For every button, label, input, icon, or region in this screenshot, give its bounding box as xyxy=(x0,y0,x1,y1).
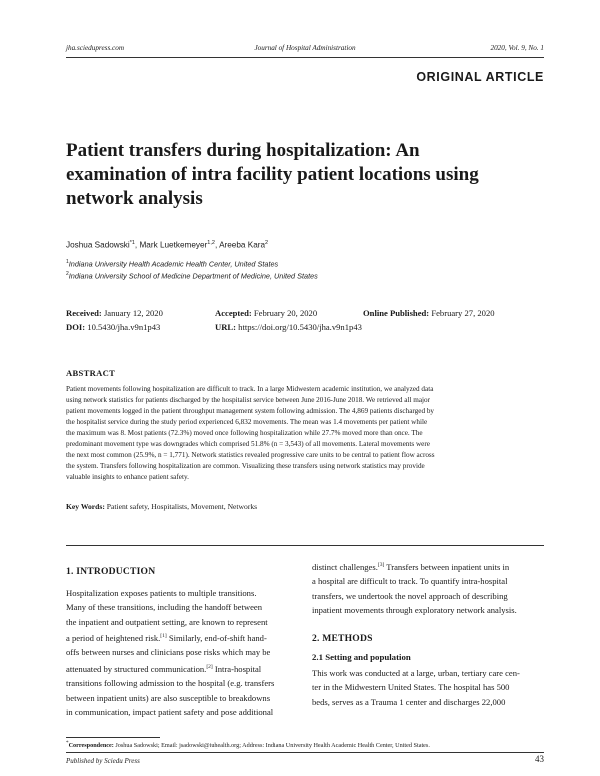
author-name: Joshua Sadowski xyxy=(66,240,130,250)
author-name: Mark Luetkemeyer xyxy=(139,240,208,250)
intro-heading: 1. INTRODUCTION xyxy=(66,566,156,577)
author-list: Joshua Sadowski$^{*1}$, Mark Luetkemeyer$^{1,2}$, Areeba Kara$^2$ xyxy=(66,240,269,250)
received-date: Received: January 12, 2020 xyxy=(66,308,163,318)
abstract-heading: ABSTRACT xyxy=(66,368,116,378)
correspondence-footnote: *Correspondence: Joshua Sadowski; Email: jsadowski@iuhealth.org; Address: Indiana University Health Academic Health Center, United States. xyxy=(66,740,430,750)
affiliation-2: $^2$Indiana University School of Medicine Department of Medicine, United States xyxy=(66,271,318,281)
accepted-date: Accepted: February 20, 2020 xyxy=(215,308,318,318)
footer-rule xyxy=(66,752,544,753)
abstract-line: the system. Transfers following hospitalization are common. Visualizing these transfers using network statistics may provide xyxy=(66,462,425,470)
title-line: Patient transfers during hospitalization: An xyxy=(66,140,420,161)
issue-info: 2020, Vol. 9, No. 1 xyxy=(490,44,544,52)
journal-website[interactable]: jha.sciedupress.com xyxy=(66,44,125,52)
url: URL: https://doi.org/10.5430/jha.v9n1p43 xyxy=(215,322,362,332)
setting-subheading: 2.1 Setting and population xyxy=(312,652,411,662)
title-line: network analysis xyxy=(66,188,203,209)
url-link[interactable]: https://doi.org/10.5430/jha.v9n1p43 xyxy=(238,322,362,332)
article-title xyxy=(66,139,536,211)
abstract-line: Patient movements following hospitalization are difficult to track. In a large Midwestern academic institution, we analyzed data xyxy=(66,385,434,393)
abstract-line: patient movements logged in the patient throughput management system following admission. The 4,869 patients discharged by xyxy=(66,407,435,415)
publisher-name: Published by Sciedu Press xyxy=(66,757,140,765)
author-affiliation-mark: *1 xyxy=(129,240,135,246)
journal-name: Journal of Hospital Administration xyxy=(254,44,356,52)
doi-value[interactable]: 10.5430/jha.v9n1p43 xyxy=(87,322,161,332)
abstract-line: using network statistics for patients discharged by the hospitalist service between June 2016-June 2018. We retrieved all major xyxy=(66,396,431,404)
abstract-line: the maximum was 8. Most patients (72.3%) moved once following hospitalization while 27.7% moved more than once. The xyxy=(66,429,423,437)
page-number: 43 xyxy=(535,754,544,764)
citation-link[interactable]: [2] xyxy=(206,663,213,670)
header-rule xyxy=(66,57,544,58)
abstract-line: the hospitalist service during the study period experienced 6,832 movements. The mean was 1.4 movements per patient while xyxy=(66,418,428,426)
abstract-body xyxy=(66,384,544,483)
footnote-rule xyxy=(66,737,160,738)
article-type-label: ORIGINAL ARTICLE xyxy=(416,70,544,84)
author-name: Areeba Kara xyxy=(219,240,266,250)
doi: DOI: 10.5430/jha.v9n1p43 xyxy=(66,322,161,332)
citation-link[interactable]: [1] xyxy=(160,633,167,640)
affiliation-1: $^1$Indiana University Health Academic Health Center, United States xyxy=(66,259,279,269)
abstract-line: valuable insights to enhance patient safety. xyxy=(66,473,189,481)
author-affiliation-mark: 2 xyxy=(265,240,269,246)
intro-text: Hospitalization exposes patients to multiple transitions. Many of these transitions, including the handoff between the inpatient and outpatient setting, are known to represent a period of heightened risk.[1] Similarly, end-of-shift hand- offs between nurses and clinicians pose risks which may be attenuated by structured communication.[2] Intra-hospital transitions following admission to the hospital (e.g. transfers between inpatient units) are also susceptible to breakdowns in communication, impact patient safety and pose additional xyxy=(66,588,275,717)
author-affiliation-mark: 1,2 xyxy=(207,240,215,246)
keywords: Key Words: Patient safety, Hospitalists, Movement, Networks xyxy=(66,502,258,511)
abstract-line: the next most common (25.9%, n = 1,771). Network statistics revealed progressive care units to be central to patient flow across xyxy=(66,451,435,459)
intro-continued-text: distinct challenges.[3] Transfers between inpatient units in a hospital are difficult to track. To quantify intra-hospital transfers, we undertook the novel approach of describing inpatient movements through exploratory network analysis. xyxy=(312,561,517,616)
citation-link[interactable]: [3] xyxy=(377,562,385,568)
published-date: Online Published: February 27, 2020 xyxy=(363,308,495,318)
methods-heading: 2. METHODS xyxy=(312,633,373,644)
title-line: examination of intra facility patient locations using xyxy=(66,164,479,185)
methods-text: This work was conducted at a large, urban, tertiary care cen- ter in the Midwestern United States. The hospital has 500 beds, serves as a Trauma 1 center and discharges 22,000 xyxy=(312,668,520,707)
section-rule xyxy=(66,545,544,546)
abstract-line: predominant movement type was downgrades which comprised 51.8% (n = 3,543) of all movements. Lateral movements were xyxy=(66,440,430,448)
